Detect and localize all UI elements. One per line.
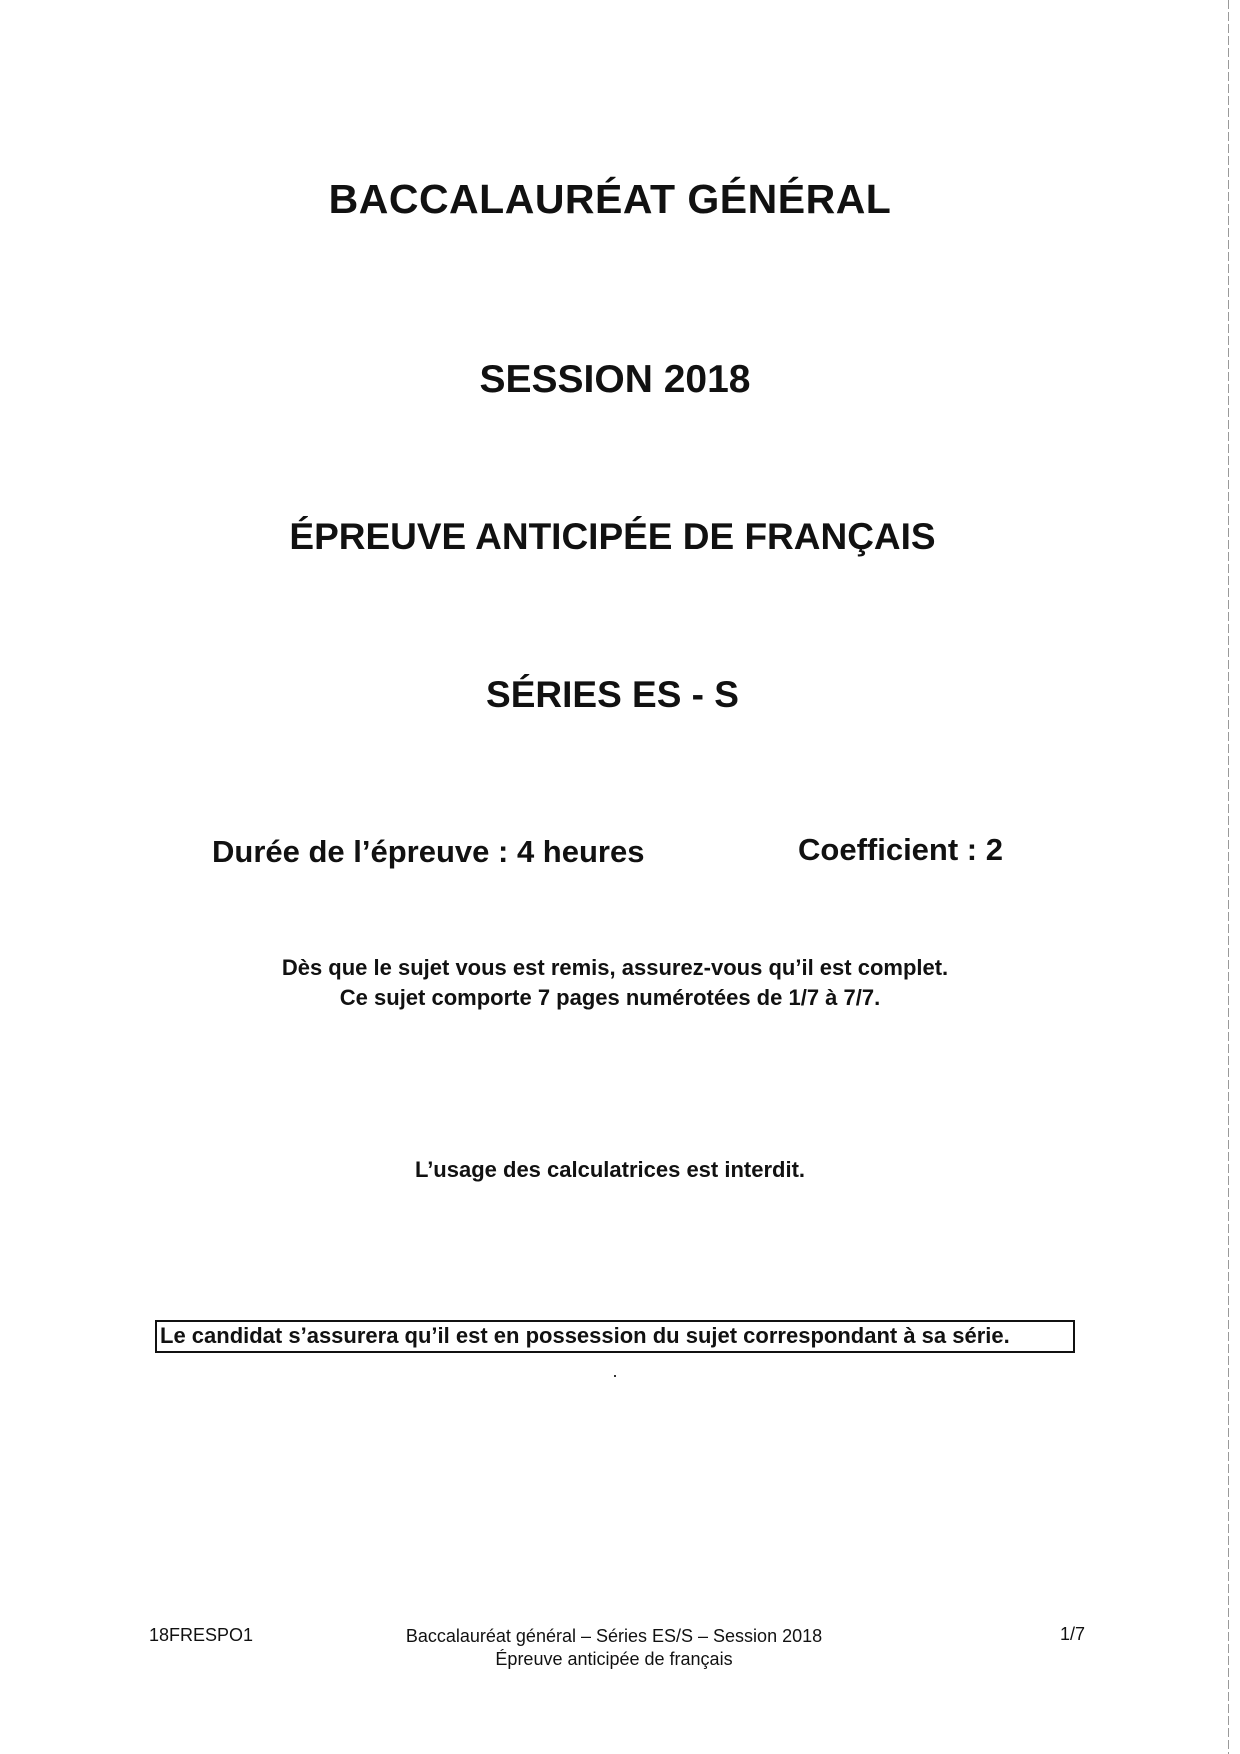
exam-duration: Durée de l’épreuve : 4 heures bbox=[212, 834, 645, 869]
scan-speck bbox=[614, 1375, 616, 1377]
exam-subject: ÉPREUVE ANTICIPÉE DE FRANÇAIS bbox=[289, 516, 936, 557]
footer-exam-code: 18FRESPO1 bbox=[149, 1625, 254, 1645]
scan-edge-line bbox=[1228, 0, 1229, 1754]
exam-series: SÉRIES ES - S bbox=[486, 674, 739, 715]
footer-description bbox=[0, 1625, 1228, 1671]
instruction-page-count: Ce sujet comporte 7 pages numérotées de 1/7 à 7/7. bbox=[339, 985, 881, 1010]
footer-line-2: Épreuve anticipée de français bbox=[495, 1649, 733, 1669]
exam-title: BACCALAURÉAT GÉNÉRAL bbox=[328, 176, 892, 222]
footer-page-number: 1/7 bbox=[1060, 1624, 1086, 1644]
exam-coefficient: Coefficient : 2 bbox=[798, 832, 1003, 867]
instruction-completeness: Dès que le sujet vous est remis, assurez-vous qu’il est complet. bbox=[281, 955, 949, 980]
series-check-notice: Le candidat s’assurera qu’il est en possession du sujet correspondant à sa série. bbox=[155, 1320, 1075, 1353]
calculator-notice: L’usage des calculatrices est interdit. bbox=[414, 1157, 806, 1182]
footer-line-1: Baccalauréat général – Séries ES/S – Session 2018 bbox=[405, 1626, 823, 1646]
session-year: SESSION 2018 bbox=[479, 358, 751, 401]
